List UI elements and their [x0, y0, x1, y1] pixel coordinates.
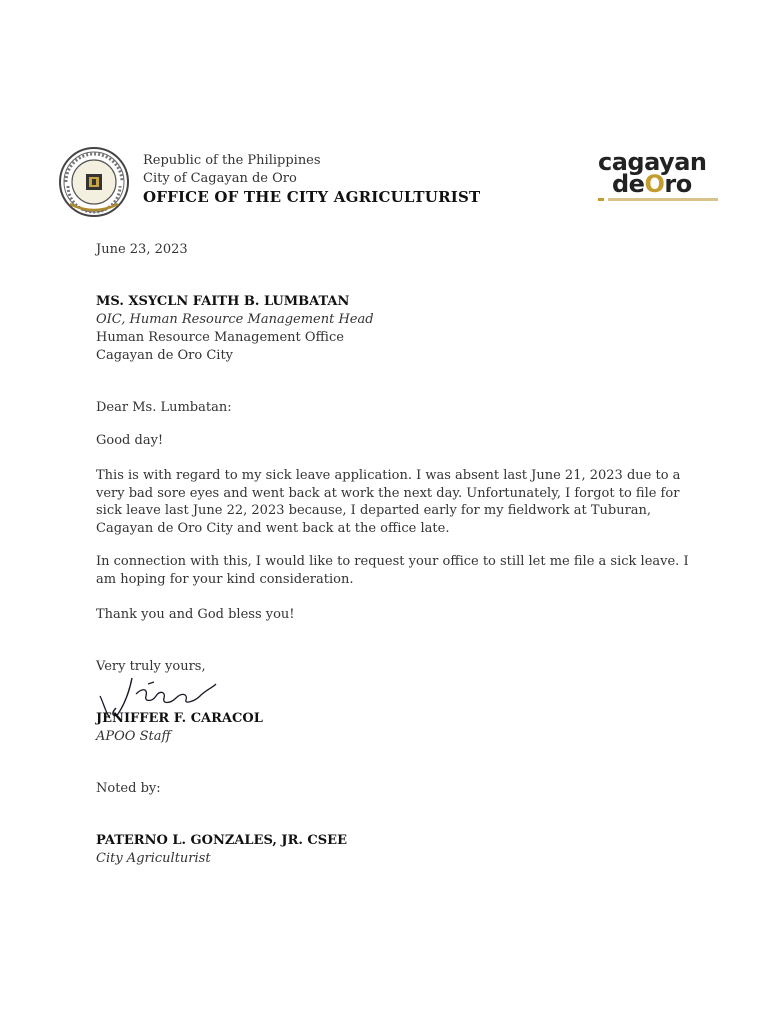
letter-date: June 23, 2023	[96, 242, 188, 257]
recipient-city: Cagayan de Oro City	[96, 348, 234, 363]
thanks-line: Thank you and God bless you!	[96, 607, 295, 622]
noted-label: Noted by:	[96, 781, 161, 796]
logo-tagline-graphic	[598, 197, 722, 202]
greeting: Good day!	[96, 433, 164, 448]
salutation: Dear Ms. Lumbatan:	[96, 400, 232, 415]
recipient-office: Human Resource Management Office	[96, 330, 344, 345]
recipient-name: MS. XSYCLN FAITH B. LUMBATAN	[96, 294, 350, 309]
header-republic: Republic of the Philippines	[143, 153, 321, 168]
noter-name: PATERNO L. GONZALES, JR. CSEE	[96, 833, 347, 848]
office-title: OFFICE OF THE CITY AGRICULTURIST	[143, 188, 481, 206]
logo-line2: deOro	[612, 170, 692, 198]
city-seal-logo	[58, 146, 130, 218]
logo-line1: cagayan	[598, 148, 707, 176]
closing: Very truly yours,	[96, 659, 206, 674]
header-city: City of Cagayan de Oro	[143, 171, 297, 186]
body-paragraph-1: This is with regard to my sick leave application. I was absent last June 21, 2023 due to a very bad sore eyes and went back at work the next day. Unfortunately, I forgot to file for sick leave last June 22, 2023 because, I departed early for my fieldwork at Tuburan, Cagayan de Oro City and went back at the office late.	[96, 468, 681, 536]
cagayan-de-oro-brand-logo	[596, 150, 726, 210]
body-paragraph-2: In connection with this, I would like to request your office to still let me file a sick leave. I am hoping for your kind consideration.	[96, 554, 689, 587]
sender-title: APOO Staff	[96, 729, 171, 744]
recipient-title: OIC, Human Resource Management Head	[96, 312, 374, 327]
sender-name: JENIFFER F. CARACOL	[96, 711, 263, 726]
noter-title: City Agriculturist	[96, 851, 211, 866]
